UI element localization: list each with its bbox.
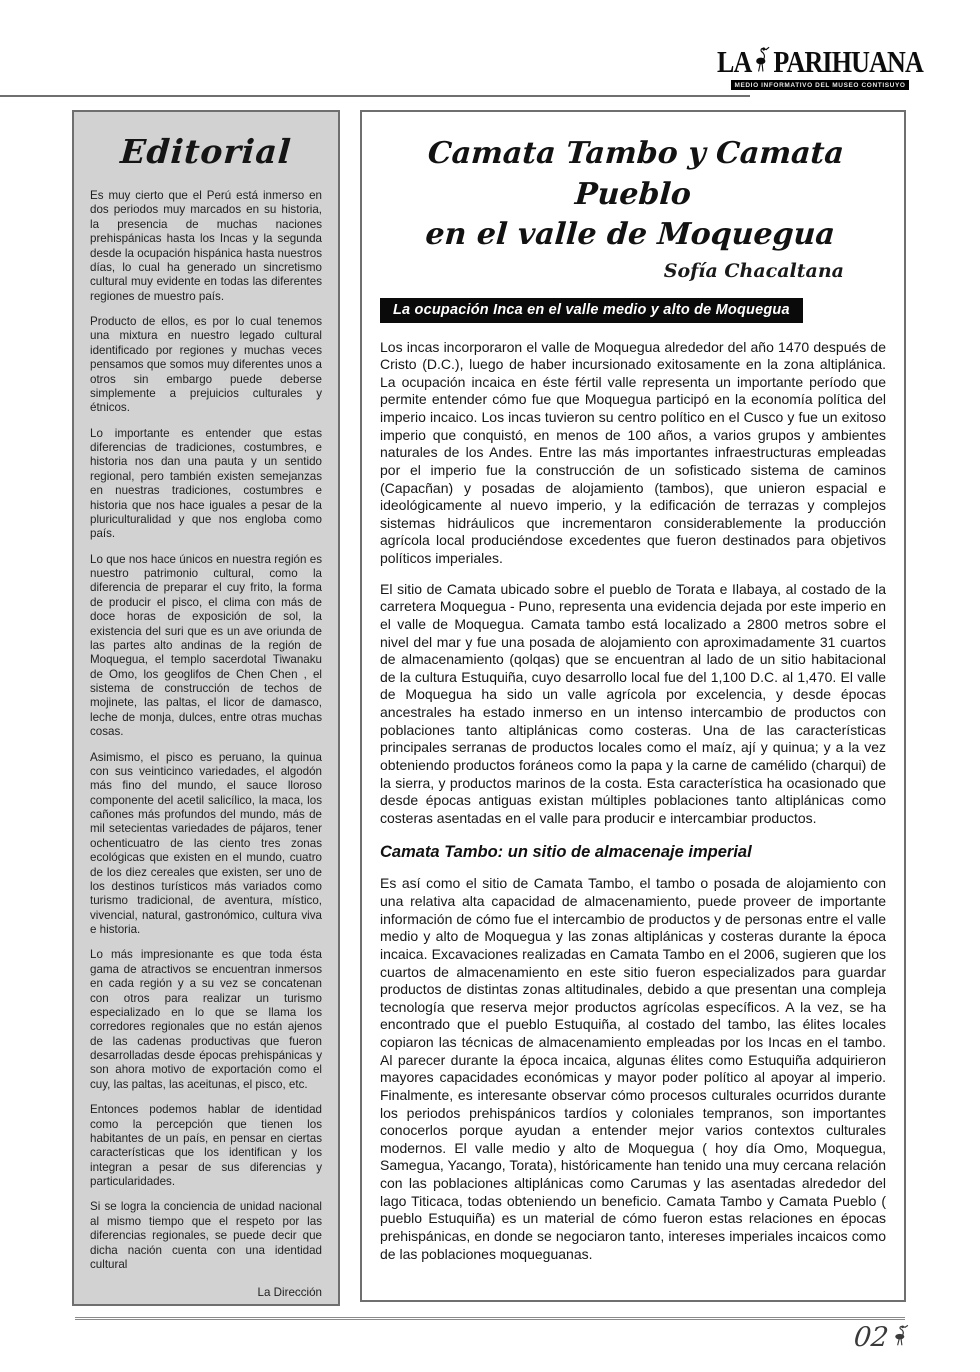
logo-subtitle: MEDIO INFORMATIVO DEL MUSEO CONTISUYO <box>731 80 909 90</box>
editorial-paragraph: Lo más impresionante es que toda ésta gama de atractivos se encuentran inmersos en cada región y a su vez se concatenan con otros para realizar un turismo especializado en lo que se llama los corredores regionales que no están ajenos de las cadenas productivas que fueron desarrolladas desde épocas prehispánicas y son ahora motivo de exportación como el cuy, las paltas, las aceitunas, el pisco, etc. <box>90 948 322 1091</box>
article-author: Sofía Chacaltana <box>663 259 844 282</box>
editorial-paragraph: Producto de ellos, es por lo cual tenemos una mixtura en nuestro legado cultural identificado por regiones y muchas veces pensamos que somos muy diferentes unos a otros sin embargo puede deberse simplemente a prejuicios culturales y étnicos. <box>90 315 322 415</box>
editorial-paragraph: Lo importante es entender que estas diferencias de tradiciones, costumbres, e historia nos dan una pauta y un sentido regional, pero también existen semejanzas en nuestras tradiciones, costumbres e historia que nos hace iguales a pesar de la pluriculturalidad y que nos engloba como país. <box>90 426 322 541</box>
parihuana-bird-icon <box>753 46 771 77</box>
logo-text-parihuana: PARIHUANA <box>773 44 923 79</box>
article-title <box>376 134 890 256</box>
parihuana-bird-icon <box>892 1324 910 1351</box>
editorial-title: Editorial <box>119 132 293 171</box>
article-paragraph: Es así como el sitio de Camata Tambo, el tambo o posada de alojamiento con una relativa alta capacidad de almacenamiento, puede proveer de importante información de cómo fue el intercambio de productos y de personas entre el valle medio y alto de Moquegua y las zonas altiplánicas y costeras durante la época incaica. Excavaciones realizadas en Camata Tambo en el 2006, sugieren que los cuartos de almacenamiento en este sitio fueron especializados para guardar productos de distintas zonas altitudinales, debido a que presentan una compleja tecnología que reserva mejor productos agrícolas específicos. A la vez, se ha encontrado que el pueblo Estuquiña, al costado del tambo, las élites locales copiaron las técnicas de almacenamiento empleadas por los Incas en el tambo. Al parecer durante la época incaica, algunas élites como Estuquiña adquirieron mayores capacidades económicas y mayor poder político al apoyar al imperio. Finalmente, es interesante observar cómo procesos culturales ocurridos durante los periodos prehispánicos tardíos y coloniales tempranos, son importantes conocerlos porque ayudan a entender mejor varios contextos culturales modernos. El valle medio y alto de Moquegua ( hoy día Omo, Moquegua, Samegua, Yacango, Torata), históricamente han tenido una muy cercana relación con las poblaciones altiplánicas como Carumas y las asentadas alrededor del lago Titicaca, todas obteniendo un beneficio. Camata Tambo y Camata Pueblo ( pueblo Estuquiña) es un material de cómo fueron estas relaciones en épocas prehispánicas, en donde se negociaron tanto, intereses imperiales incaicos como de las poblaciones moqueguanas. <box>380 875 886 1262</box>
logo-title <box>717 44 923 79</box>
article-title-line2: en el valle de Moquegua <box>424 217 837 252</box>
logo-text-la: LA <box>717 44 752 79</box>
footer-divider <box>75 1317 905 1320</box>
masthead-logo <box>717 44 923 90</box>
editorial-box <box>72 110 340 1306</box>
editorial-paragraph: Es muy cierto que el Perú está inmerso en dos periodos muy marcados en su historia, la presencia de muchas naciones prehispánicas hasta los Incas y la segunda desde la ocupación hispánica hasta nuestros días, lo cual ha generado un sincretismo cultural muy evidente en todas las diferentes regiones de muestro país. <box>90 189 322 303</box>
editorial-paragraph: Lo que nos hace únicos en nuestra región es nuestro patrimonio cultural, como la diferencia de preparar el cuy frito, la forma de producir el pisco, el clima con más de doce horas de exposición de sol, la existencia del suri que es un ave oriunda de las partes alto andinas de la región de Moquegua, el templo sacerdotal Tiwanaku de Omo, los geoglifos de Chen Chen , el sistema de construcción de techos de mojinete, las paltas, el licor de damasco, leche de monja, dulces, entre otras muchas cosas. <box>90 552 322 739</box>
header-divider <box>0 95 750 97</box>
editorial-signature: La Dirección <box>257 1286 322 1300</box>
editorial-paragraph: Entonces podemos hablar de identidad como la percepción que tienen los habitantes de un país, en pensar en ciertas características que los identifican y los integran a pesar de sus diferencias y particularidades. <box>90 1103 322 1188</box>
editorial-paragraph: Si se logra la conciencia de unidad nacional al mismo tiempo que el respeto por las diferencias regionales, se puede decir que dicha nación cuenta con una identidad cultural <box>90 1200 322 1271</box>
article-subheading: Camata Tambo: un sitio de almacenaje imperial <box>380 843 752 862</box>
article-body <box>380 339 886 1264</box>
article-box <box>360 110 906 1302</box>
page-number: 02 <box>852 1322 890 1353</box>
article-paragraph: Los incas incorporaron el valle de Moquegua alrededor del año 1470 después de Cristo (D.C.), luego de haber incursionado exitosamente en la zona altiplánica. La ocupación incaica en éste fértil valle representa un importante período que permite entender cómo fue que Moquegua participó en la economía política del imperio incaico. Los incas tuvieron su centro político en el Cusco y fue un exitoso imperio que conquistó, en menos de 100 años, a varios grupos y ambientes naturales de los Andes. Entre las más importantes infraestructuras empleadas por el imperio fue la construcción de un sofisticado sistema de caminos (Capacñan) y posadas de alojamiento (tambos), que unieron espacial e ideológicamente al nuevo imperio, y la edificación de terrazas y complejos sistemas hidráulicos que incrementaron considerablemente la producción agrícola local produciéndose excedentes que fueron destinados para objetivos políticos imperiales. <box>380 338 886 566</box>
page-footer <box>830 1324 910 1351</box>
editorial-paragraph: Asimismo, el pisco es peruano, la quinua con sus veinticinco variedades, el algodón más fino del mundo, el sauce lloroso componente del acetil salicílico, la maca, los cañones más profundos del mundo, más de mil setecientas variedades de pájaros, tener ochenticuatro de las ciento tres zonas ecológicas que existen en el mundo, cuatro de los diez cereales que existen, ser uno de los destinos turísticos más variados como turismo tradicional, de aventura, místico, vivencial, natural, gastronómico, cultura viva e historia. <box>90 750 322 936</box>
section-banner: La ocupación Inca en el valle medio y alto de Moquegua <box>380 298 803 323</box>
article-paragraph: El sitio de Camata ubicado sobre el pueblo de Torata e Ilabaya, al costado de la carretera Moquegua - Puno, representa una evidencia dejada por este imperio en el valle de Moquegua. Camata tambo está localizado a 2800 metros sobre el nivel del mar y fue una posada de alojamiento con aproximadamente 31 cuartos de almacenamiento (qolqas) que se encuentran al lado de un sitio habitacional de la cultura Estuquiña, cuyo desarrollo local fue del 1,100 D.C. al 1,470. El valle de Moquegua ha sido un valle agrícola por excelencia, y desde épocas ancestrales ha estado inmerso en un intenso intercambio de productos con poblaciones tanto altiplánicas como costeras. Una de las características principales serranas de productos locales como el maíz, ají y quinua; y a la vez obteniendo productos foráneos como la papa y la carne de camélido (charqui) de la sierra, y productos marinos de la costa. Esta característica ha ocasionado que desde épocas antiguas existan múltiples poblaciones tanto altiplánicas como costeras asentadas en el valle para producir e intercambiar productos. <box>380 580 886 826</box>
article-title-line1: Camata Tambo y Camata Pueblo <box>426 136 846 212</box>
